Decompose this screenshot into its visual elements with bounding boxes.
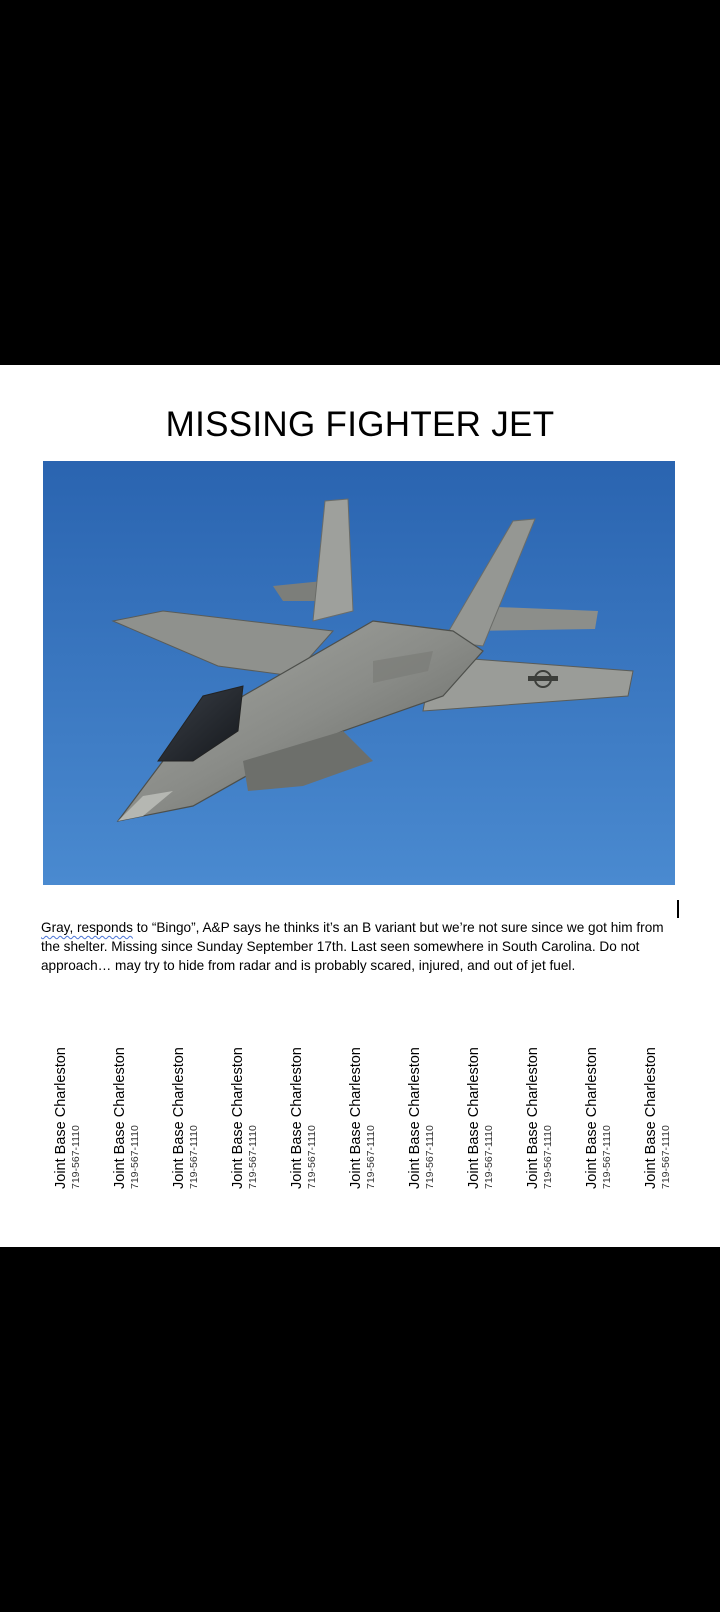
tab-contact-name: Joint Base Charleston	[643, 1047, 659, 1189]
tear-off-tabs	[0, 365, 720, 1247]
tab-contact-name: Joint Base Charleston	[171, 1047, 187, 1189]
tab-contact-name: Joint Base Charleston	[289, 1047, 305, 1189]
tear-tab[interactable]	[289, 1021, 331, 1189]
tab-contact-name: Joint Base Charleston	[53, 1047, 69, 1189]
flyer-description-text: to “Bingo”, A&P says he thinks it’s an B variant but we’re not sure since we got him from the shelter. Missing since Sunday September 17th. Last seen somewhere in South Carolina. Do not approach… may try to hide from radar and is probably scared, injured, and out of jet fuel.	[41, 920, 664, 973]
tab-contact-phone: 719-567-1110	[365, 1125, 377, 1189]
tab-contact-phone: 719-567-1110	[660, 1125, 672, 1189]
tab-contact-name: Joint Base Charleston	[525, 1047, 541, 1189]
tear-tab[interactable]	[230, 1021, 272, 1189]
tab-contact-name: Joint Base Charleston	[112, 1047, 128, 1189]
tab-contact-phone: 719-567-1110	[483, 1125, 495, 1189]
tab-contact-phone: 719-567-1110	[601, 1125, 613, 1189]
tab-contact-phone: 719-567-1110	[542, 1125, 554, 1189]
tear-tab[interactable]	[643, 1021, 685, 1189]
tear-tab[interactable]	[466, 1021, 508, 1189]
tab-contact-phone: 719-567-1110	[247, 1125, 259, 1189]
spellcheck-word: Gray, responds	[41, 920, 133, 935]
flyer-title: MISSING FIGHTER JET	[165, 405, 555, 444]
tear-tab[interactable]	[407, 1021, 449, 1189]
tab-contact-phone: 719-567-1110	[306, 1125, 318, 1189]
tear-tab[interactable]	[112, 1021, 154, 1189]
tear-tab[interactable]	[584, 1021, 626, 1189]
tab-contact-phone: 719-567-1110	[70, 1125, 82, 1189]
tab-contact-name: Joint Base Charleston	[407, 1047, 423, 1189]
tab-contact-phone: 719-567-1110	[424, 1125, 436, 1189]
tab-contact-name: Joint Base Charleston	[348, 1047, 364, 1189]
tear-tab[interactable]	[525, 1021, 567, 1189]
tear-tab[interactable]	[171, 1021, 213, 1189]
tab-contact-name: Joint Base Charleston	[230, 1047, 246, 1189]
tab-contact-name: Joint Base Charleston	[584, 1047, 600, 1189]
tab-contact-phone: 719-567-1110	[129, 1125, 141, 1189]
tear-tab[interactable]	[348, 1021, 390, 1189]
tear-tab[interactable]	[53, 1021, 95, 1189]
flyer-page	[0, 365, 720, 1247]
tab-contact-name: Joint Base Charleston	[466, 1047, 482, 1189]
tab-contact-phone: 719-567-1110	[188, 1125, 200, 1189]
